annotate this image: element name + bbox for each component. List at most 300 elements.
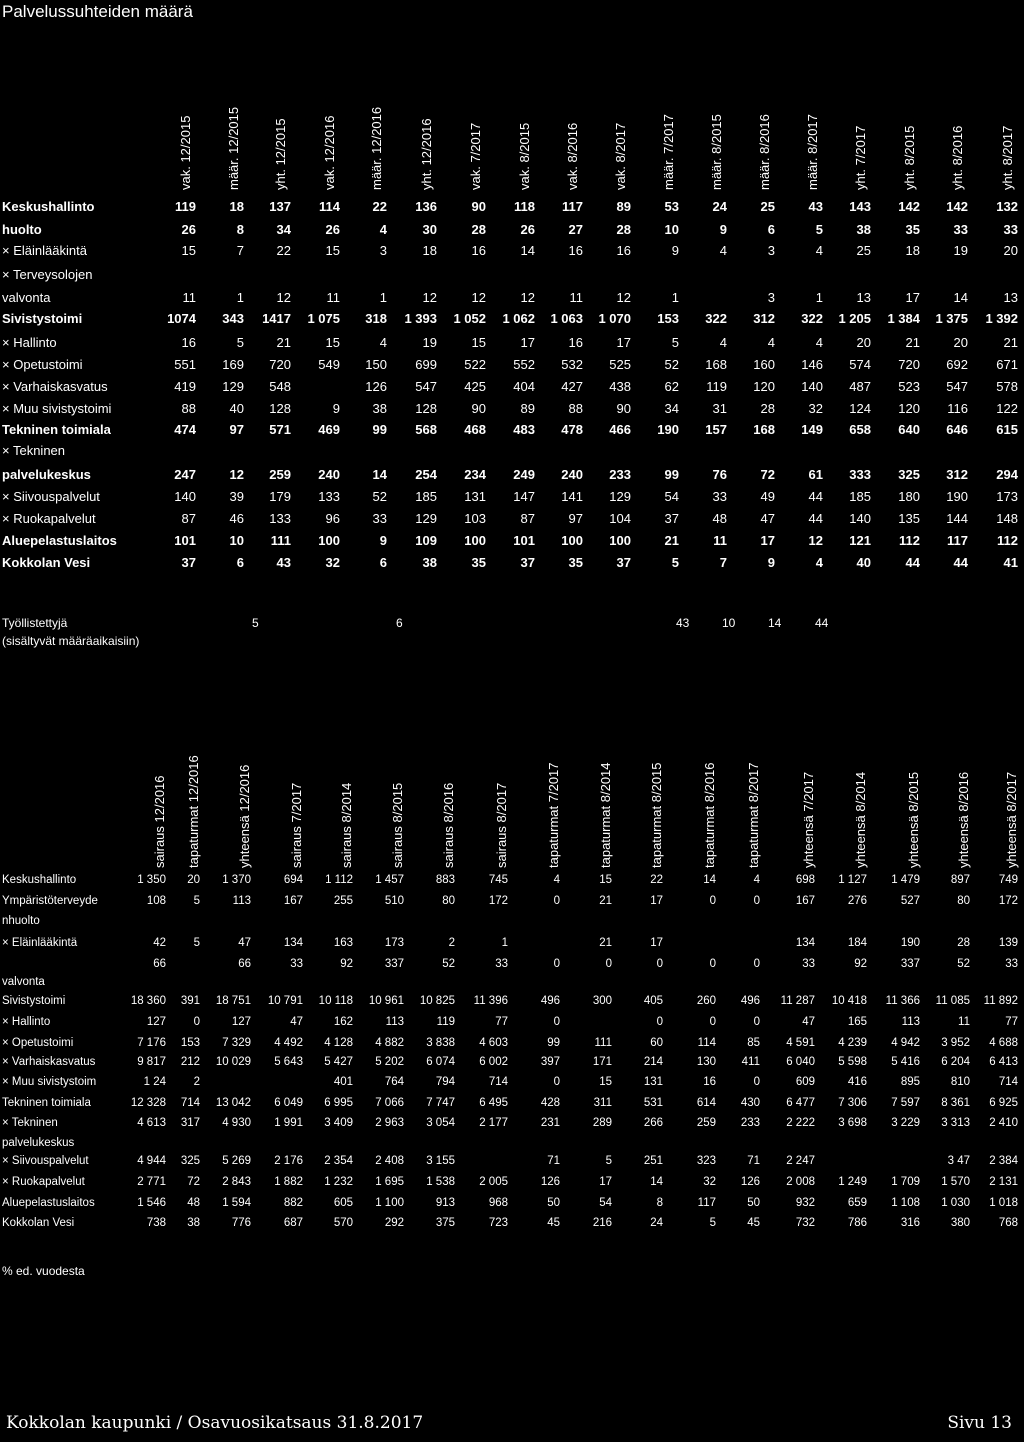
table-cell: 35 (905, 222, 920, 237)
table-cell: 549 (318, 357, 340, 372)
table-cell: 720 (269, 357, 291, 372)
row-label: Ympäristöterveyde (2, 895, 98, 907)
row-label: Aluepelastuslaitos (2, 533, 117, 548)
row-label: nhuolto (2, 915, 40, 927)
table-cell: 260 (696, 995, 716, 1007)
row-label: × Terveysolojen (2, 267, 93, 282)
table-cell: 119 (175, 199, 196, 214)
table-cell: 18 751 (215, 995, 251, 1007)
table-cell: 131 (464, 489, 486, 504)
table-cell: 17 (599, 1176, 612, 1188)
column-header: määr. 12/2015 (226, 106, 241, 190)
row-label: Tekninen toimiala (2, 1097, 91, 1109)
table-cell: 37 (520, 555, 535, 570)
table-cell: 3 229 (891, 1117, 920, 1129)
table-cell: 216 (592, 1217, 612, 1229)
table-cell: 103 (464, 511, 486, 526)
table-cell: 552 (513, 357, 535, 372)
table-cell: 380 (950, 1217, 970, 1229)
table-cell: 510 (384, 895, 404, 907)
table-cell: 113 (901, 1016, 920, 1028)
table-cell: 90 (471, 199, 486, 214)
column-header: yht. 7/2017 (853, 125, 868, 190)
table-cell: 6 (767, 222, 775, 237)
table-cell: 3 155 (426, 1155, 455, 1167)
table-cell: 609 (795, 1076, 815, 1088)
table-cell: 148 (996, 511, 1018, 526)
table-cell: 127 (146, 1016, 166, 1028)
table-cell: 1 457 (375, 874, 404, 886)
table-cell: 121 (849, 533, 871, 548)
table-cell: 251 (643, 1155, 663, 1167)
table-cell: 337 (900, 958, 920, 970)
table-cell: 4 (719, 243, 727, 258)
table-cell: 0 (193, 1016, 200, 1028)
table-cell: 99 (664, 467, 679, 482)
table-cell: 126 (540, 1176, 560, 1188)
table-cell: 2 247 (786, 1155, 815, 1167)
table-cell: 15 (181, 243, 196, 258)
table-cell: 32 (703, 1176, 716, 1188)
table-cell: 87 (520, 511, 535, 526)
table-cell: 10 418 (831, 995, 867, 1007)
table-cell: 1 127 (838, 874, 867, 886)
row-label: × Siivouspalvelut (2, 489, 100, 504)
table-cell: 37 (664, 511, 679, 526)
table-cell: 11 (569, 290, 583, 305)
column-header: yhteensä 12/2016 (237, 764, 252, 868)
row-label: Keskushallinto (2, 199, 95, 214)
table-cell: 172 (488, 895, 508, 907)
table-cell: 122 (996, 401, 1018, 416)
table-cell: 312 (753, 311, 775, 326)
table-cell: 137 (269, 199, 291, 214)
table-cell: 120 (753, 379, 775, 394)
table-cell: 478 (561, 422, 583, 437)
table-cell: 80 (442, 895, 455, 907)
table-cell: 44 (905, 555, 920, 570)
table-cell: 53 (664, 199, 679, 214)
table-cell: 2 177 (479, 1117, 508, 1129)
table-cell: 87 (181, 511, 196, 526)
table-cell: 4 688 (989, 1037, 1018, 1049)
table-cell: 1 392 (985, 311, 1018, 326)
table-cell: 43 (808, 199, 823, 214)
table-cell: 1 (379, 290, 387, 305)
column-header: tapaturmat 7/2017 (546, 762, 561, 868)
table-cell: 738 (146, 1217, 166, 1229)
row-label: valvonta (2, 976, 45, 988)
table-cell: 1 991 (274, 1117, 303, 1129)
table-cell: 47 (802, 1016, 815, 1028)
table-cell: 136 (415, 199, 437, 214)
table-cell: 143 (849, 199, 871, 214)
table-cell: 90 (471, 401, 486, 416)
table-cell: 140 (801, 379, 823, 394)
table-cell: 5 269 (222, 1155, 251, 1167)
table-cell: 7 306 (838, 1097, 867, 1109)
table-cell: 132 (996, 199, 1018, 214)
table-cell: 4 128 (324, 1037, 353, 1049)
table-cell: 30 (422, 222, 437, 237)
table-cell: 4 (553, 874, 560, 886)
table-cell: 47 (238, 937, 251, 949)
table-cell: 4 239 (838, 1037, 867, 1049)
table-cell: 5 598 (838, 1056, 867, 1068)
table-cell: 38 (856, 222, 871, 237)
table-cell: 1 070 (598, 311, 631, 326)
table-cell: 401 (333, 1076, 353, 1088)
table-cell: 2 771 (137, 1176, 166, 1188)
table-cell: 2 176 (274, 1155, 303, 1167)
table-cell: 466 (609, 422, 631, 437)
table-cell: 22 (650, 874, 663, 886)
table-cell: 322 (705, 311, 727, 326)
employed-value: 14 (768, 616, 782, 630)
table-cell: 1 075 (307, 311, 340, 326)
table-cell: 13 (856, 290, 871, 305)
row-label: huolto (2, 222, 42, 237)
table-cell: 117 (947, 533, 968, 548)
table-cell: 9 (767, 555, 775, 570)
table-cell: 1 393 (404, 311, 437, 326)
table-cell: 7 066 (375, 1097, 404, 1109)
table-cell: 179 (269, 489, 291, 504)
table-cell: 687 (283, 1217, 303, 1229)
column-header: määr. 8/2016 (757, 114, 772, 190)
row-label: Tekninen toimiala (2, 422, 111, 437)
table-cell: 9 817 (137, 1056, 166, 1068)
table-cell: 4 591 (786, 1037, 815, 1049)
column-header: tapaturmat 8/2014 (598, 762, 613, 868)
table-cell: 1 108 (891, 1197, 920, 1209)
column-header: vak. 8/2017 (613, 122, 628, 190)
table-cell: 6 049 (274, 1097, 303, 1109)
table-cell: 391 (180, 995, 200, 1007)
table-cell: 44 (808, 489, 823, 504)
table-cell: 4 613 (137, 1117, 166, 1129)
table-cell: 292 (384, 1217, 404, 1229)
table-cell: 34 (664, 401, 679, 416)
table-cell: 2 (193, 1076, 200, 1088)
table-cell: 276 (847, 895, 867, 907)
row-label: Sivistystoimi (2, 311, 83, 326)
column-header: yht. 8/2015 (902, 125, 917, 190)
table-cell: 20 (1003, 243, 1018, 258)
table-cell: 15 (599, 874, 612, 886)
table-cell: 0 (656, 958, 663, 970)
row-label: × Opetustoimi (2, 357, 83, 372)
table-cell: 32 (325, 555, 340, 570)
table-cell: 10 118 (318, 995, 353, 1007)
table-cell: 1 063 (550, 311, 583, 326)
table-cell: 90 (616, 401, 631, 416)
table-cell: 41 (1003, 555, 1018, 570)
table-cell: 46 (229, 511, 244, 526)
table-cell: 190 (946, 489, 968, 504)
table-cell: 6 (236, 555, 244, 570)
table-cell: 108 (146, 895, 166, 907)
table-cell: 19 (422, 335, 437, 350)
table-cell: 25 (760, 199, 775, 214)
table-cell: 1 (671, 290, 679, 305)
table-cell: 4 (767, 335, 775, 350)
table-cell: 146 (801, 357, 823, 372)
table-cell: 0 (605, 958, 612, 970)
table-cell: 1 (236, 290, 244, 305)
table-cell: 427 (561, 379, 583, 394)
table-cell: 4 882 (375, 1037, 404, 1049)
table-cell: 80 (957, 895, 970, 907)
table-cell: 129 (415, 511, 437, 526)
table-cell: 44 (953, 555, 968, 570)
table-cell: 89 (520, 401, 535, 416)
table-cell: 1 594 (222, 1197, 251, 1209)
column-header: tapaturmat 8/2017 (746, 762, 761, 868)
table-cell: 1 709 (891, 1176, 920, 1188)
table-cell: 531 (643, 1097, 663, 1109)
table-cell: 416 (847, 1076, 867, 1088)
table-cell: 33 (953, 222, 968, 237)
table-cell: 119 (436, 1016, 455, 1028)
table-cell: 6 995 (324, 1097, 353, 1109)
table-cell: 12 (808, 533, 823, 548)
table-cell: 2 222 (786, 1117, 815, 1129)
table-cell: 163 (333, 937, 353, 949)
table-cell: 2 410 (989, 1117, 1018, 1129)
table-cell: 169 (222, 357, 244, 372)
column-header: yhteensä 8/2016 (956, 771, 971, 868)
table-cell: 97 (568, 511, 583, 526)
table-cell: 483 (513, 422, 535, 437)
table-cell: 17 (616, 335, 631, 350)
table-cell: 112 (997, 533, 1018, 548)
table-cell: 52 (442, 958, 455, 970)
table-cell: 568 (415, 422, 437, 437)
table-cell: 113 (232, 895, 251, 907)
table-cell: 699 (415, 357, 437, 372)
table-cell: 26 (325, 222, 340, 237)
table-cell: 0 (709, 958, 716, 970)
table-cell: 968 (488, 1197, 508, 1209)
column-header: yhteensä 7/2017 (801, 771, 816, 868)
table-cell: 333 (849, 467, 871, 482)
table-cell: 153 (657, 311, 679, 326)
table-cell: 322 (801, 311, 823, 326)
row-label: × Ruokapalvelut (2, 1176, 85, 1188)
table-cell: 28 (760, 401, 775, 416)
table-cell: 114 (697, 1037, 716, 1049)
table-cell: 233 (740, 1117, 760, 1129)
table-cell: 18 (422, 243, 437, 258)
table-cell: 259 (696, 1117, 716, 1129)
table-cell: 882 (283, 1197, 303, 1209)
table-cell: 0 (753, 895, 760, 907)
table-cell: 14 (953, 290, 968, 305)
table-cell: 89 (616, 199, 631, 214)
column-header: yhteensä 8/2017 (1004, 771, 1019, 868)
table-cell: 120 (898, 401, 920, 416)
row-label: Sivistystoimi (2, 995, 66, 1007)
column-header: yht. 8/2016 (950, 125, 965, 190)
employed-value: 5 (252, 616, 259, 630)
table-cell: 173 (996, 489, 1018, 504)
table-cell: 26 (520, 222, 535, 237)
table-cell: 10 029 (215, 1056, 251, 1068)
table-cell: 11 (326, 290, 340, 305)
table-cell: 54 (599, 1197, 612, 1209)
table-cell: 28 (957, 937, 970, 949)
table-cell: 496 (540, 995, 560, 1007)
table-cell: 0 (656, 1016, 663, 1028)
table-cell: 12 (520, 290, 535, 305)
table-cell: 52 (664, 357, 679, 372)
table-cell: 0 (753, 1076, 760, 1088)
table-cell: 62 (664, 379, 679, 394)
table-cell: 0 (753, 958, 760, 970)
table-cell: 185 (849, 489, 871, 504)
table-cell: 109 (415, 533, 437, 548)
table-cell: 37 (181, 555, 196, 570)
table-cell: 4 942 (891, 1037, 920, 1049)
table-cell: 21 (276, 335, 291, 350)
table-cell: 3 409 (324, 1117, 353, 1129)
row-label: Kokkolan Vesi (2, 1217, 75, 1229)
table-cell: 0 (709, 895, 716, 907)
row-label: × Hallinto (2, 1016, 51, 1028)
table-cell: 1 030 (941, 1197, 970, 1209)
table-cell: 104 (609, 511, 631, 526)
table-cell: 11 (713, 533, 727, 548)
table-cell: 14 (372, 467, 387, 482)
table-cell: 294 (996, 467, 1018, 482)
table-cell: 97 (229, 422, 244, 437)
table-cell: 2 354 (324, 1155, 353, 1167)
table-cell: 932 (795, 1197, 815, 1209)
table-cell: 167 (795, 895, 815, 907)
table-cell: 4 930 (222, 1117, 251, 1129)
table-cell: 116 (947, 401, 968, 416)
table-cell: 343 (222, 311, 244, 326)
table-cell: 71 (547, 1155, 560, 1167)
table-cell: 318 (365, 311, 387, 326)
table-cell: 1 205 (838, 311, 871, 326)
table-cell: 10 791 (267, 995, 303, 1007)
table-cell: 99 (372, 422, 387, 437)
table-cell: 247 (174, 467, 196, 482)
table-cell: 3 47 (947, 1155, 970, 1167)
column-header: sairaus 8/2014 (339, 782, 354, 868)
table-cell: 134 (283, 937, 303, 949)
column-header: sairaus 7/2017 (289, 782, 304, 868)
column-header: yht. 12/2016 (419, 118, 434, 190)
table-cell: 289 (592, 1117, 612, 1129)
table-cell: 96 (325, 511, 340, 526)
table-cell: 300 (592, 995, 612, 1007)
table-cell: 92 (340, 958, 353, 970)
table-cell: 810 (950, 1076, 970, 1088)
table-cell: 10 (664, 222, 679, 237)
table-cell: 4 (815, 555, 823, 570)
table-cell: 1 (501, 937, 508, 949)
table-cell: 111 (270, 533, 291, 548)
table-cell: 9 (719, 222, 727, 237)
column-header: sairaus 8/2015 (390, 782, 405, 868)
table-cell: 411 (741, 1056, 760, 1068)
table-cell: 49 (760, 489, 775, 504)
table-cell: 5 (815, 222, 823, 237)
table-cell: 48 (187, 1197, 200, 1209)
column-header: yhteensä 8/2014 (853, 771, 868, 868)
table-cell: 144 (946, 511, 968, 526)
table-cell: 234 (464, 467, 486, 482)
table-cell: 11 (182, 290, 196, 305)
table-cell: 5 643 (274, 1056, 303, 1068)
table-cell: 732 (795, 1217, 815, 1229)
table-cell: 21 (1003, 335, 1018, 350)
table-cell: 72 (187, 1176, 200, 1188)
table-cell: 8 (236, 222, 244, 237)
table-cell: 117 (562, 199, 583, 214)
table-cell: 18 360 (130, 995, 166, 1007)
table-cell: 571 (269, 422, 291, 437)
table-cell: 3 054 (426, 1117, 455, 1129)
column-header: sairaus 8/2016 (441, 782, 456, 868)
table-cell: 2 408 (375, 1155, 404, 1167)
table-cell: 114 (319, 199, 340, 214)
table-cell: 255 (333, 895, 353, 907)
table-cell: 42 (153, 937, 166, 949)
table-cell: 34 (276, 222, 291, 237)
table-cell: 7 329 (222, 1037, 251, 1049)
table-cell: 38 (187, 1217, 200, 1229)
table-cell: 4 (815, 335, 823, 350)
table-cell: 375 (435, 1217, 455, 1229)
table-cell: 72 (760, 467, 775, 482)
table-cell: 12 (471, 290, 486, 305)
table-cell: 4 603 (479, 1037, 508, 1049)
table-cell: 71 (747, 1155, 760, 1167)
column-header: vak. 7/2017 (468, 122, 483, 190)
table-cell: 2 (448, 937, 455, 949)
table-cell: 7 (236, 243, 244, 258)
table-cell: 12 (229, 467, 244, 482)
table-cell: 11 366 (885, 995, 920, 1007)
table-cell: 12 (422, 290, 437, 305)
table-cell: 883 (435, 874, 455, 886)
table-cell: 61 (808, 467, 823, 482)
employed-sublabel: (sisältyvät määräaikaisiin) (2, 634, 140, 648)
table-cell: 17 (650, 895, 663, 907)
table-cell: 25 (856, 243, 871, 258)
table-cell: 9 (332, 401, 340, 416)
table-cell: 18 (905, 243, 920, 258)
table-cell: 468 (464, 422, 486, 437)
table-cell: 337 (384, 958, 404, 970)
table-cell: 1 062 (502, 311, 535, 326)
employed-value: 43 (676, 616, 690, 630)
row-label: × Varhaiskasvatus (2, 379, 108, 394)
table-cell: 548 (269, 379, 291, 394)
table-cell: 430 (740, 1097, 760, 1109)
table-cell: 35 (568, 555, 583, 570)
employed-label: Työllistettyjä (2, 616, 68, 630)
employed-value: 44 (815, 616, 829, 630)
table-cell: 1 052 (453, 311, 486, 326)
table-cell: 570 (333, 1217, 353, 1229)
table-cell: 45 (747, 1217, 760, 1229)
table-cell: 698 (795, 874, 815, 886)
